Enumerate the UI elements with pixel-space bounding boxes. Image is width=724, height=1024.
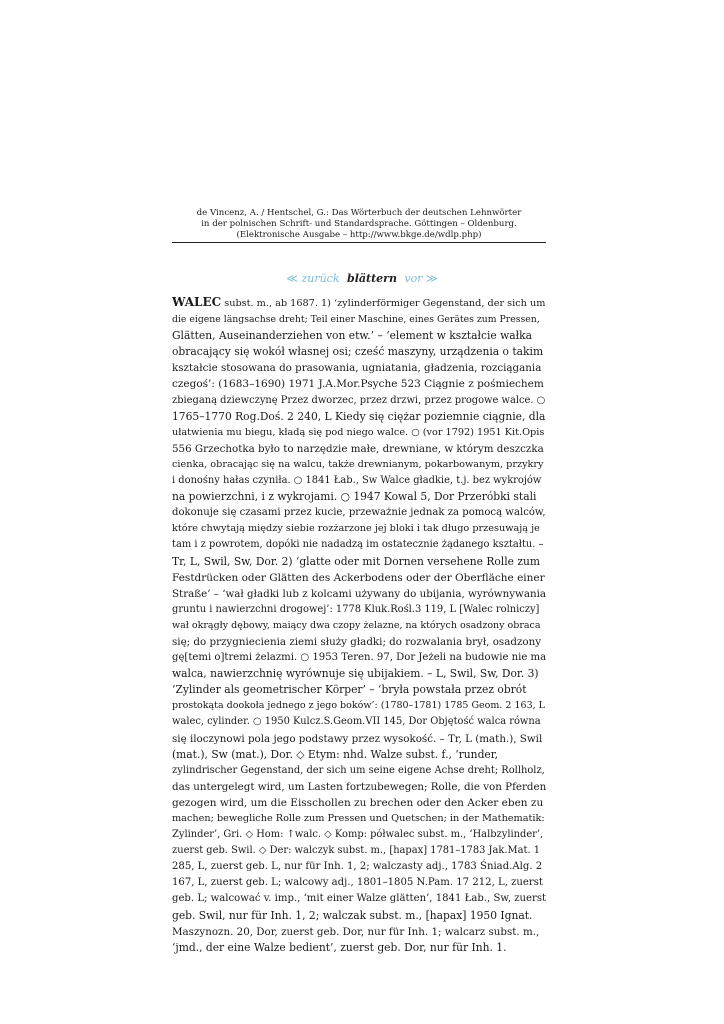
headword: WALEC	[172, 295, 222, 309]
entry-line: geb. Swil, nur für Inh. 1, 2; walczak subst. m., [hapax] 1950 Ignat.	[172, 908, 533, 922]
entry-line: Tr, L, Swil, Sw, Dor. 2) ‘glatte oder mit Dornen versehene Rolle zum	[172, 554, 541, 568]
citation-line-2: in der polnischen Schrift- und Standardsprache. Göttingen – Oldenburg.	[201, 219, 517, 230]
entry-line: wał okrągły dębowy, maiący dwa czopy żelazne, na których osadzony obraca	[172, 619, 541, 631]
entry-line: walec, cylinder. ○ 1950 Kulcz.S.Geom.VII 145, Dor Objętość walca równa	[172, 716, 541, 728]
entry-line: kształcie stosowana do prasowania, ugniatania, gładzenia, rozciągania	[172, 362, 542, 375]
entry-line: geb. L; walcować v. imp., ‘mit einer Walze glätten’, 1841 Łab., Sw, zuerst	[172, 893, 547, 905]
entry-line: się iloczynowi pola jego podstawy przez wysokość. – Tr, L (math.), Swil	[172, 732, 543, 745]
navigation-bar	[0, 272, 724, 285]
dictionary-entry	[172, 294, 546, 956]
entry-line	[172, 294, 546, 312]
citation-line-1: de Vincenz, A. / Hentschel, G.: Das Wörterbuch der deutschen Lehnwörter	[196, 208, 522, 218]
entry-line: 1765–1770 Rog.Doś. 2 240, L Kiedy się ciężar poziemnie ciągnie, dla	[172, 409, 546, 423]
citation-line-3: (Elektronische Ausgabe – http://www.bkge.de/wdlp.php)	[236, 230, 482, 241]
entry-line: Maszynozn. 20, Dor, zuerst geb. Dor, nur für Inh. 1; walcarz subst. m.,	[172, 925, 540, 938]
entry-line: i donośny hałas czyniła. ○ 1841 Łab., Sw Walce gładkie, t.j. bez wykrojów	[172, 475, 542, 487]
browse-label: blättern	[347, 272, 397, 285]
entry-line: (mat.), Sw (mat.), Dor. ◇ Etym: nhd. Walze subst. f., ‘runder,	[172, 747, 499, 761]
entry-line: 556 Grzechotka było to narzędzie małe, drewniane, w którym deszczka	[172, 442, 544, 455]
entry-line-text: subst. m., ab 1687. 1) ‘zylinderförmiger Gegenstand, der sich um	[224, 298, 546, 309]
entry-line: gruntu i nawierzchni drogowej’: 1778 Kluk.Rośl.3 119, L [Walec rolniczy]	[172, 603, 540, 615]
entry-line: ułatwienia mu biegu, kładą się pod niego walce. ○ (vor 1792) 1951 Kit.Opis	[172, 426, 545, 438]
entry-line: gę[temi o]tremi żelazmi. ○ 1953 Teren. 97, Dor Jeżeli na budowie nie ma	[172, 652, 547, 664]
entry-line: 285, L, zuerst geb. L, nur für Inh. 1, 2; walczasty adj., 1783 Śniad.Alg. 2	[172, 861, 543, 873]
entry-line: się; do przygniecienia ziemi służy gładki; do rozwalania brył, osadzony	[172, 635, 542, 648]
entry-line: cienka, obracając się na walcu, także drewnianym, pokarbowanym, przykry	[172, 458, 544, 470]
prev-link[interactable]: zurück	[301, 272, 340, 285]
entry-line: na powierzchni, i z wykrojami. ○ 1947 Kowal 5, Dor Przeróbki stali	[172, 490, 537, 504]
entry-line: gezogen wird, um die Eisschollen zu brechen oder den Acker eben zu	[172, 796, 544, 809]
entry-line: zuerst geb. Swil. ◇ Der: walczyk subst. m., [hapax] 1781–1783 Jak.Mat. 1	[172, 845, 541, 857]
prev-arrow-icon[interactable]: ≪	[286, 272, 298, 285]
next-link[interactable]: vor	[404, 272, 423, 285]
entry-line: Straße’ – ‘wał gładki lub z kolcami używany do ubijania, wyrównywania	[172, 587, 547, 600]
entry-line: 167, L, zuerst geb. L; walcowy adj., 1801–1805 N.Pam. 17 212, L, zuerst	[172, 877, 543, 889]
entry-line: obracający się wokół własnej osi; cześć maszyny, urządzenia o takim	[172, 345, 544, 359]
citation-header	[172, 208, 546, 242]
entry-line: zbieganą dziewczynę Przez dworzec, przez drzwi, przez progowe walce. ○	[172, 394, 546, 406]
header-rule	[172, 242, 546, 243]
entry-line: das untergelegt wird, um Lasten fortzubewegen; Rolle, die von Pferden	[172, 780, 547, 793]
entry-line: czegoś’: (1683–1690) 1971 J.A.Mor.Psyche 523 Ciągnie z pośmiechem	[172, 378, 544, 391]
entry-line: walca, nawierzchnię wyrównuje się ubijakiem. – L, Swil, Sw, Dor. 3)	[172, 667, 539, 681]
entry-line: tam i z powrotem, dopóki nie nadadzą im ostatecznie żądanego kształtu. –	[172, 539, 544, 551]
entry-line: Festdrücken oder Glätten des Ackerbodens oder der Oberfläche einer	[172, 571, 545, 584]
entry-line: machen; bewegliche Rolle zum Pressen und Quetschen; in der Mathematik:	[172, 813, 545, 824]
entry-line: Zylinder’, Gri. ◇ Hom: ↑walc. ◇ Komp: półwalec subst. m., ‘Halbzylinder’,	[172, 829, 544, 841]
entry-line: die eigene längsachse dreht; Teil einer Maschine, eines Gerätes zum Pressen,	[172, 314, 540, 326]
entry-line: ‘Zylinder als geometrischer Körper’ – ‘bryła powstała przez obrót	[172, 683, 527, 697]
next-arrow-icon[interactable]: ≫	[426, 272, 438, 285]
entry-line: zylindrischer Gegenstand, der sich um seine eigene Achse dreht; Rollholz,	[172, 764, 545, 776]
entry-line: ‘jmd., der eine Walze bedient’, zuerst geb. Dor, nur für Inh. 1.	[172, 940, 507, 954]
entry-line: prostokąta dookoła jednego z jego boków’: (1780–1781) 1785 Geom. 2 163, L	[172, 700, 545, 712]
entry-line: dokonuje się czasami przez kucie, przeważnie jednak za pomocą walców,	[172, 507, 546, 519]
entry-line: Glätten, Auseinanderziehen von etw.’ – ‘element w kształcie wałka	[172, 329, 532, 343]
entry-line: które chwytają między siebie rozżarzone jej bloki i tak długo przesuwają je	[172, 523, 540, 535]
